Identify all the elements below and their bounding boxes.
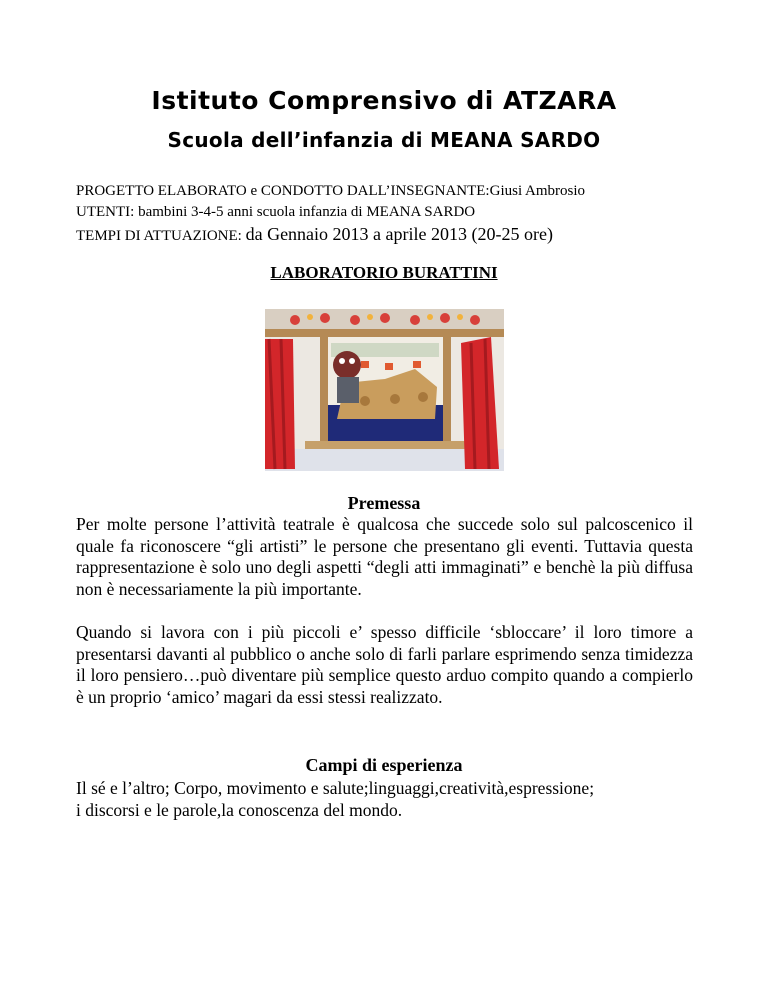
campi-line-1: Il sé e l’altro; Corpo, movimento e salute;linguaggi,creatività,espressione; bbox=[76, 778, 595, 798]
project-value: Giusi Ambrosio bbox=[489, 183, 586, 199]
users-line bbox=[76, 204, 475, 221]
times-value: da Gennaio 2013 a aprile 2013 (20-25 ore) bbox=[245, 224, 553, 244]
users-value: bambini 3-4-5 anni scuola infanzia di MEANA SARDO bbox=[138, 204, 476, 220]
premessa-title: Premessa bbox=[347, 493, 421, 513]
project-line bbox=[76, 183, 585, 200]
users-label: UTENTI: bbox=[76, 204, 139, 220]
project-label: PROGETTO ELABORATO e CONDOTTO DALL’INSEGNANTE: bbox=[76, 183, 490, 199]
campi-text bbox=[76, 778, 693, 821]
school-title: Scuola dell’infanzia di MEANA SARDO bbox=[167, 128, 601, 152]
times-label: TEMPI DI ATTUAZIONE: bbox=[76, 228, 246, 244]
lab-title: LABORATORIO BURATTINI bbox=[270, 263, 498, 282]
campi-line-2: i discorsi e le parole,la conoscenza del mondo. bbox=[76, 799, 403, 820]
premessa-paragraph-2: Quando si lavora con i più piccoli e’ spesso difficile ‘sbloccare’ il loro timore a presentarsi davanti al pubblico o anche solo di farli parlare esprimendo senza timidezza il loro pensiero…può diventare più semplice questo arduo compito quando a compierlo è un proprio ‘amico’ magari da essi stessi realizzato. bbox=[76, 622, 693, 707]
institute-title: Istituto Comprensivo di ATZARA bbox=[151, 86, 617, 115]
puppet-theater-photo bbox=[265, 309, 504, 471]
campi-title: Campi di esperienza bbox=[305, 755, 463, 775]
premessa-paragraph-1: Per molte persone l’attività teatrale è qualcosa che succede solo sul palcoscenico il quale fa riconoscere “gli artisti” le persone che presentano gli eventi. Tuttavia questa rappresentazione è solo uno degli aspetti “degli atti immaginati” e benchè la più diffusa non è necessariamente la più importante. bbox=[76, 514, 693, 599]
times-line bbox=[76, 224, 553, 245]
